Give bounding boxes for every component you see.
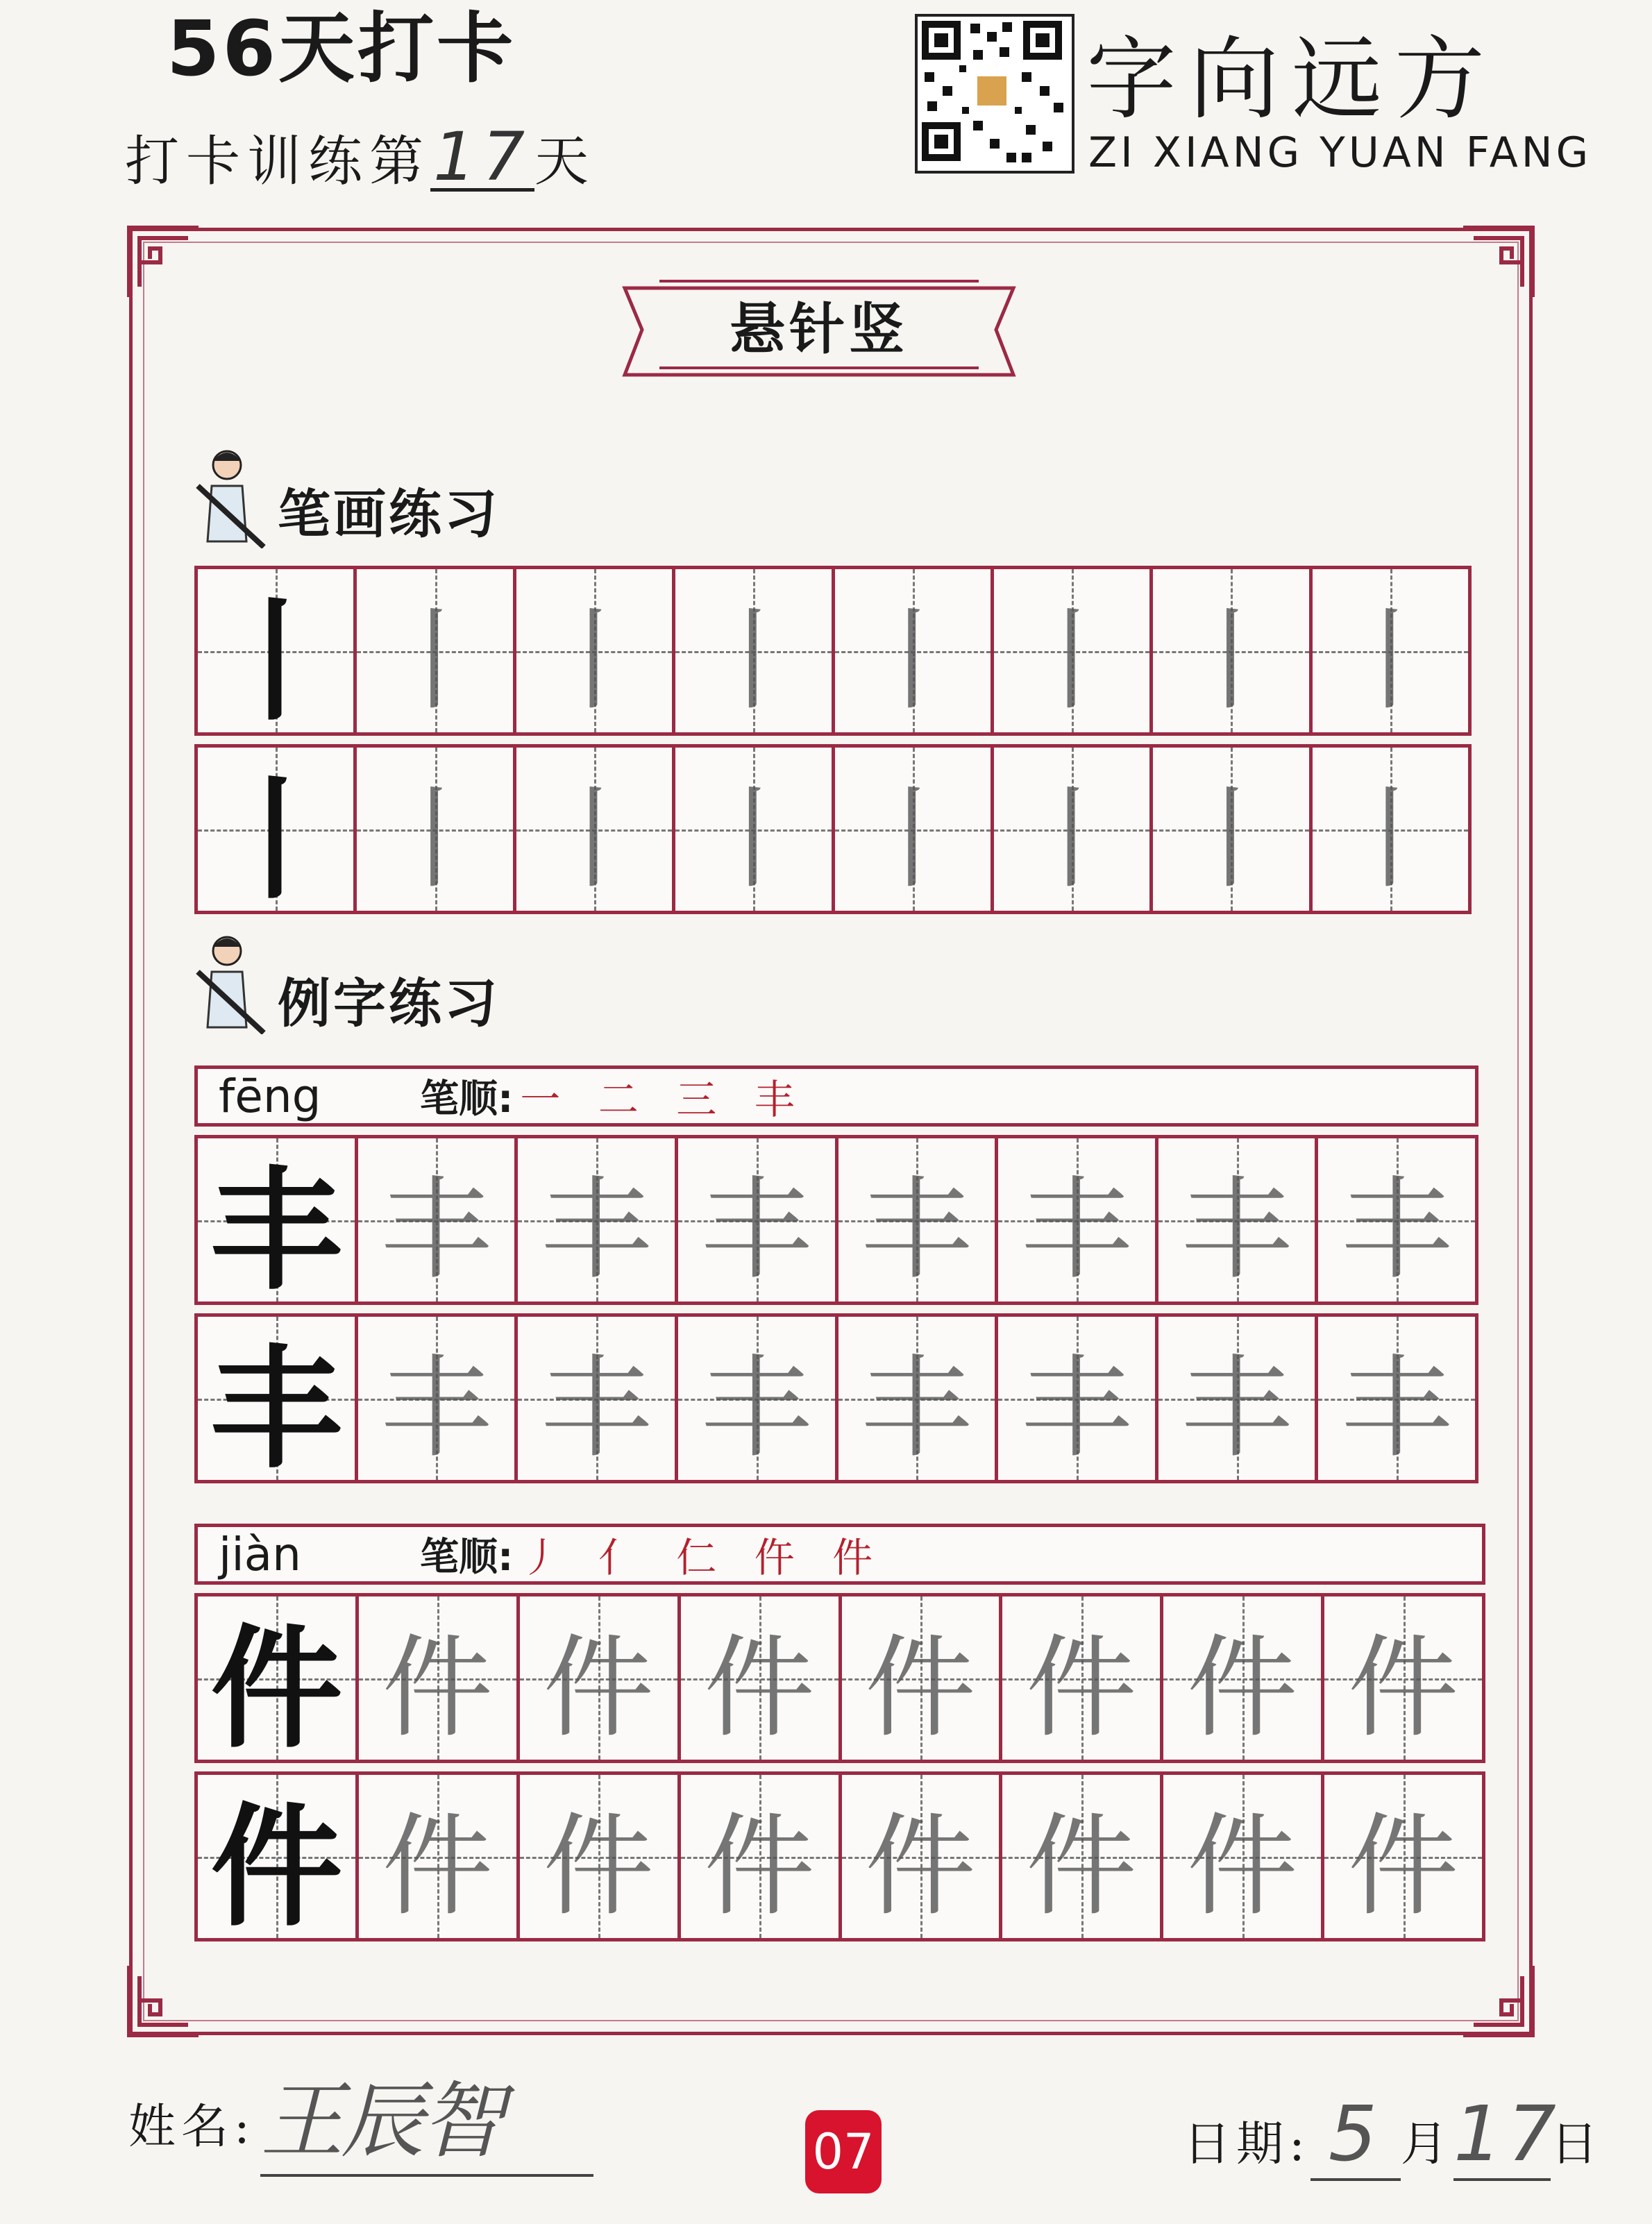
traced-character: 丰 (1341, 1164, 1453, 1295)
grid-cell[interactable] (1313, 748, 1468, 911)
stroke-row-1 (194, 566, 1472, 736)
stroke-order-label: 笔顺: (420, 1077, 514, 1122)
grid-cell[interactable] (994, 748, 1153, 911)
traced-character: 丰 (380, 1164, 492, 1295)
stroke-order-sequence: 丿 亻 仁 仵 件 (520, 1534, 886, 1581)
grid-cell[interactable] (198, 1597, 359, 1760)
grid-cell[interactable] (198, 748, 357, 911)
corner-ornament-icon (1456, 221, 1540, 304)
stroke-practice-grid (194, 566, 1472, 914)
day-number: 17 (430, 126, 534, 192)
traced-character: 件 (1347, 1622, 1459, 1753)
traced-character: 件 (543, 1622, 655, 1753)
grid-cell[interactable] (518, 1317, 678, 1480)
corner-ornament-icon (122, 221, 205, 304)
grid-cell[interactable] (357, 569, 516, 732)
grid-cell[interactable] (516, 569, 675, 732)
grid-cell[interactable] (678, 1138, 838, 1301)
grid-cell[interactable] (835, 569, 994, 732)
grid-cell[interactable] (838, 1317, 999, 1480)
traced-character: 丰 (700, 1164, 812, 1295)
character-row-2 (194, 1771, 1485, 1941)
calligrapher-icon (191, 930, 267, 1034)
traced-character: 丰 (541, 1164, 652, 1295)
grid-cell[interactable] (998, 1317, 1158, 1480)
traced-character: 件 (1347, 1801, 1459, 1931)
stroke-practice-title: 笔画练习 (278, 483, 500, 545)
traced-character: 件 (1025, 1801, 1137, 1931)
calligrapher-icon (191, 444, 267, 548)
grid-cell[interactable] (520, 1597, 681, 1760)
traced-stroke: 丨 (698, 773, 809, 904)
day-suffix: 天 (534, 130, 596, 193)
traced-stroke: 丨 (1016, 595, 1128, 725)
stroke-order-sequence: 一 二 三 丰 (520, 1076, 807, 1123)
traced-character: 丰 (541, 1342, 652, 1473)
traced-stroke: 丨 (379, 595, 491, 725)
traced-stroke: 丨 (1334, 595, 1446, 725)
model-character: 件 (210, 1611, 343, 1760)
grid-cell[interactable] (520, 1775, 681, 1938)
grid-cell[interactable] (516, 748, 675, 911)
day-counter (125, 118, 596, 196)
grid-cell[interactable] (198, 569, 357, 732)
grid-cell[interactable] (357, 748, 516, 911)
grid-cell[interactable] (1318, 1138, 1475, 1301)
day-prefix: 打卡训练第 (125, 130, 431, 193)
grid-cell[interactable] (681, 1597, 842, 1760)
character-row-2 (194, 1313, 1478, 1483)
grid-cell[interactable] (518, 1138, 678, 1301)
character-row-1 (194, 1135, 1478, 1305)
grid-cell[interactable] (1318, 1317, 1475, 1480)
traced-stroke: 丨 (857, 773, 968, 904)
grid-cell[interactable] (1002, 1775, 1163, 1938)
character-block-feng (194, 1065, 1478, 1483)
model-stroke: 丨 (210, 762, 342, 911)
character-row-1 (194, 1593, 1485, 1763)
model-character: 丰 (210, 1153, 342, 1301)
traced-stroke: 丨 (1334, 773, 1446, 904)
challenge-title: 56天打卡 (167, 4, 516, 93)
example-practice-title: 例字练习 (278, 972, 500, 1034)
traced-stroke: 丨 (857, 595, 968, 725)
date-field (1183, 2089, 1603, 2181)
grid-cell[interactable] (1158, 1138, 1319, 1301)
day-field[interactable]: 17 (1453, 2089, 1551, 2181)
month-unit: 月 (1400, 2117, 1453, 2172)
date-label: 日期: (1183, 2117, 1310, 2172)
traced-character: 件 (704, 1801, 816, 1931)
traced-stroke: 丨 (538, 595, 650, 725)
model-stroke: 丨 (210, 584, 342, 732)
grid-cell[interactable] (842, 1775, 1003, 1938)
traced-character: 件 (382, 1801, 494, 1931)
grid-cell[interactable] (681, 1775, 842, 1938)
grid-cell[interactable] (838, 1138, 999, 1301)
grid-cell[interactable] (198, 1317, 358, 1480)
traced-character: 丰 (861, 1342, 972, 1473)
brand-name-pinyin: ZI XIANG YUAN FANG (1088, 128, 1592, 177)
traced-character: 丰 (1020, 1164, 1132, 1295)
traced-character: 件 (704, 1622, 816, 1753)
traced-character: 丰 (861, 1164, 972, 1295)
traced-stroke: 丨 (1175, 595, 1287, 725)
traced-stroke: 丨 (698, 595, 809, 725)
traced-character: 丰 (1341, 1342, 1453, 1473)
grid-cell[interactable] (1153, 569, 1312, 732)
traced-character: 丰 (700, 1342, 812, 1473)
grid-cell[interactable] (359, 1775, 520, 1938)
corner-ornament-icon (1456, 1959, 1540, 2042)
corner-ornament-icon (122, 1959, 205, 2042)
stroke-order-label: 笔顺: (420, 1535, 514, 1580)
traced-character: 件 (382, 1622, 494, 1753)
grid-cell[interactable] (359, 1597, 520, 1760)
traced-stroke: 丨 (1175, 773, 1287, 904)
month-field[interactable]: 5 (1310, 2089, 1401, 2181)
grid-cell[interactable] (358, 1138, 519, 1301)
stroke-title: 悬针竖 (730, 297, 909, 362)
pinyin: fēng (219, 1069, 321, 1123)
model-character: 件 (210, 1789, 343, 1938)
grid-cell[interactable] (358, 1317, 519, 1480)
grid-cell[interactable] (678, 1317, 838, 1480)
grid-cell[interactable] (675, 569, 834, 732)
grid-cell[interactable] (675, 748, 834, 911)
traced-character: 件 (1025, 1622, 1137, 1753)
grid-cell[interactable] (994, 569, 1153, 732)
grid-cell[interactable] (835, 748, 994, 911)
pinyin: jiàn (219, 1527, 301, 1581)
traced-character: 件 (864, 1801, 976, 1931)
traced-character: 件 (1186, 1622, 1298, 1753)
qr-code-icon (915, 14, 1074, 174)
traced-stroke: 丨 (538, 773, 650, 904)
character-block-jian (194, 1524, 1485, 1941)
grid-cell[interactable] (1313, 569, 1468, 732)
traced-character: 丰 (380, 1342, 492, 1473)
grid-cell[interactable] (1153, 748, 1312, 911)
day-unit: 日 (1550, 2117, 1603, 2172)
stroke-row-2 (194, 744, 1472, 914)
traced-character: 件 (1186, 1801, 1298, 1931)
traced-stroke: 丨 (1016, 773, 1128, 904)
traced-stroke: 丨 (379, 773, 491, 904)
grid-cell[interactable] (842, 1597, 1003, 1760)
grid-cell[interactable] (1158, 1317, 1319, 1480)
grid-cell[interactable] (198, 1775, 359, 1938)
traced-character: 件 (864, 1622, 976, 1753)
grid-cell[interactable] (1324, 1597, 1482, 1760)
traced-character: 丰 (1181, 1164, 1292, 1295)
model-character: 丰 (210, 1331, 342, 1480)
traced-character: 丰 (1181, 1342, 1292, 1473)
grid-cell[interactable] (1163, 1775, 1324, 1938)
traced-character: 丰 (1020, 1342, 1132, 1473)
brand-name: 字向远方 (1086, 26, 1498, 132)
character-info-bar (194, 1524, 1485, 1585)
grid-cell[interactable] (1324, 1775, 1482, 1938)
page-number-badge: 07 (805, 2110, 882, 2193)
grid-cell[interactable] (198, 1138, 358, 1301)
name-field[interactable]: 王辰智 (260, 2055, 593, 2177)
grid-cell[interactable] (998, 1138, 1158, 1301)
character-info-bar (194, 1065, 1478, 1127)
name-label: 姓名: (128, 2100, 255, 2155)
traced-character: 件 (543, 1801, 655, 1931)
grid-cell[interactable] (1002, 1597, 1163, 1760)
grid-cell[interactable] (1163, 1597, 1324, 1760)
